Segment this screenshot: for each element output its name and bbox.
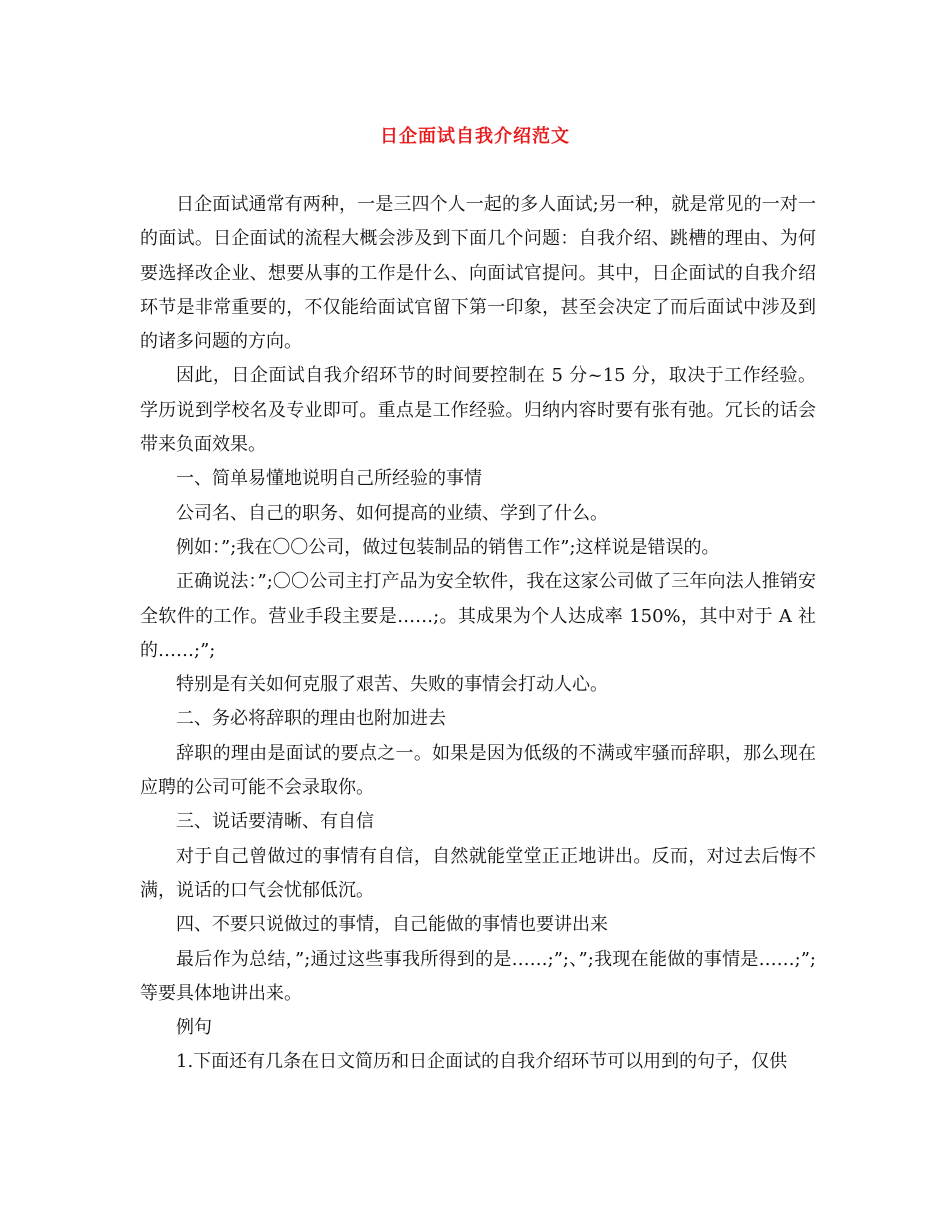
- paragraph: 例如：”;我在〇〇公司，做过包装制品的销售工作”;这样说是错误的。: [176, 536, 720, 558]
- section-heading: 例句: [176, 1017, 212, 1039]
- section-heading: 三、说话要清晰、有自信: [176, 811, 374, 833]
- paragraph: 因此，日企面试自我介绍环节的时间要控制在 5 分~15 分，取决于工作经验。学历说到学校名及专业即可。重点是工作经验。归纳内容时要有张有弛。冗长的话会带来负面效果。: [140, 365, 816, 456]
- document-title: 日企面试自我介绍范文: [380, 126, 570, 147]
- section-heading: 一、简单易懂地说明自己所经验的事情: [176, 468, 482, 490]
- section-heading: 二、务必将辞职的理由也附加进去: [176, 708, 446, 730]
- paragraph: 1.下面还有几条在日文简历和日企面试的自我介绍环节可以用到的句子，仅供: [176, 1051, 788, 1073]
- paragraph: 正确说法：”;〇〇公司主打产品为安全软件，我在这家公司做了三年向法人推销安全软件的工作。营业手段主要是……;。其成果为个人达成率 150%，其中对于 A 社的……;”;: [140, 571, 816, 661]
- paragraph: 对于自己曾做过的事情有自信，自然就能堂堂正正地讲出。反而，对过去后悔不满，说话的口气会忧郁低沉。: [140, 845, 816, 901]
- paragraph: 最后作为总结，”;通过这些事我所得到的是……;”;、”;我现在能做的事情是……;”;等要具体地讲出来。: [140, 948, 816, 1004]
- document-body: [140, 188, 816, 1080]
- paragraph: 日企面试通常有两种，一是三四个人一起的多人面试;另一种，就是常见的一对一的面试。日企面试的流程大概会涉及到下面几个问题：自我介绍、跳槽的理由、为何要选择改企业、想要从事的工作是什么、向面试官提问。其中，日企面试的自我介绍环节是非常重要的，不仅能给面试官留下第一印象，甚至会决定了而后面试中涉及到的诸多问题的方向。: [140, 194, 816, 353]
- section-heading: 四、不要只说做过的事情，自己能做的事情也要讲出来: [176, 914, 608, 936]
- paragraph: 辞职的理由是面试的要点之一。如果是因为低级的不满或牢骚而辞职，那么现在应聘的公司可能不会录取你。: [140, 742, 816, 799]
- paragraph: 公司名、自己的职务、如何提高的业绩、学到了什么。: [176, 502, 608, 524]
- paragraph: 特别是有关如何克服了艰苦、失败的事情会打动人心。: [176, 674, 608, 696]
